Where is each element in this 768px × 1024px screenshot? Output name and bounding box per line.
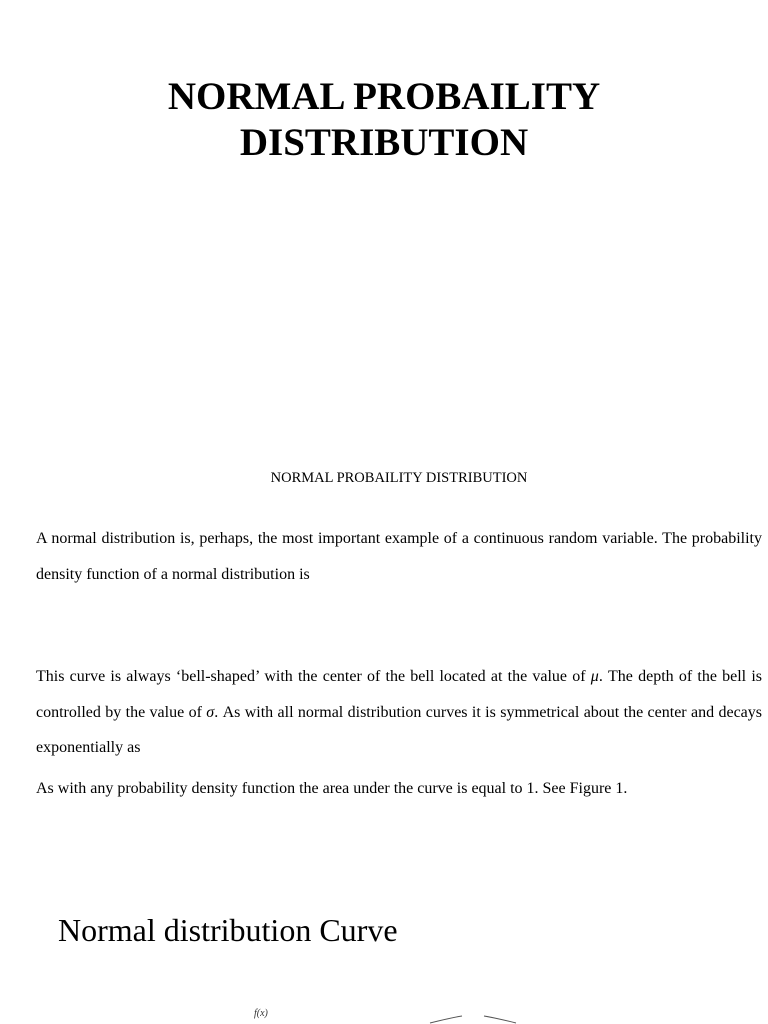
paragraph-area: As with any probability density function the area under the curve is equal to 1. See Figure 1. [36,780,628,797]
mu-symbol: μ [590,668,599,685]
document-heading: NORMAL PROBAILITY DISTRIBUTION [270,470,528,486]
paragraph-bell-text-3: . As with all normal distribution curves it is symmetrical about the center and decays exponentially as [36,703,763,756]
paragraph-bell-shape [36,659,762,766]
slide-title-line1: NORMAL PROBAILITY [167,75,601,118]
paragraph-bell-text-2: . The depth of the bell is controlled by the value of [36,668,763,721]
figure-axis-label: f(x) [254,1008,268,1019]
slide-title [0,74,768,166]
paragraph-bell-text-1: This curve is always ‘bell-shaped’ with the center of the bell located at the value of [36,668,591,685]
paragraph-intro: A normal distribution is, perhaps, the most important example of a continuous random variable. The probability density function of a normal distribution is [36,530,762,583]
curve-fragment-icon [400,1012,540,1024]
figure-fragment [0,1008,768,1024]
section-heading: Normal distribution Curve [58,912,398,948]
sigma-symbol: σ [206,703,215,721]
slide-title-line2: DISTRIBUTION [239,121,529,164]
